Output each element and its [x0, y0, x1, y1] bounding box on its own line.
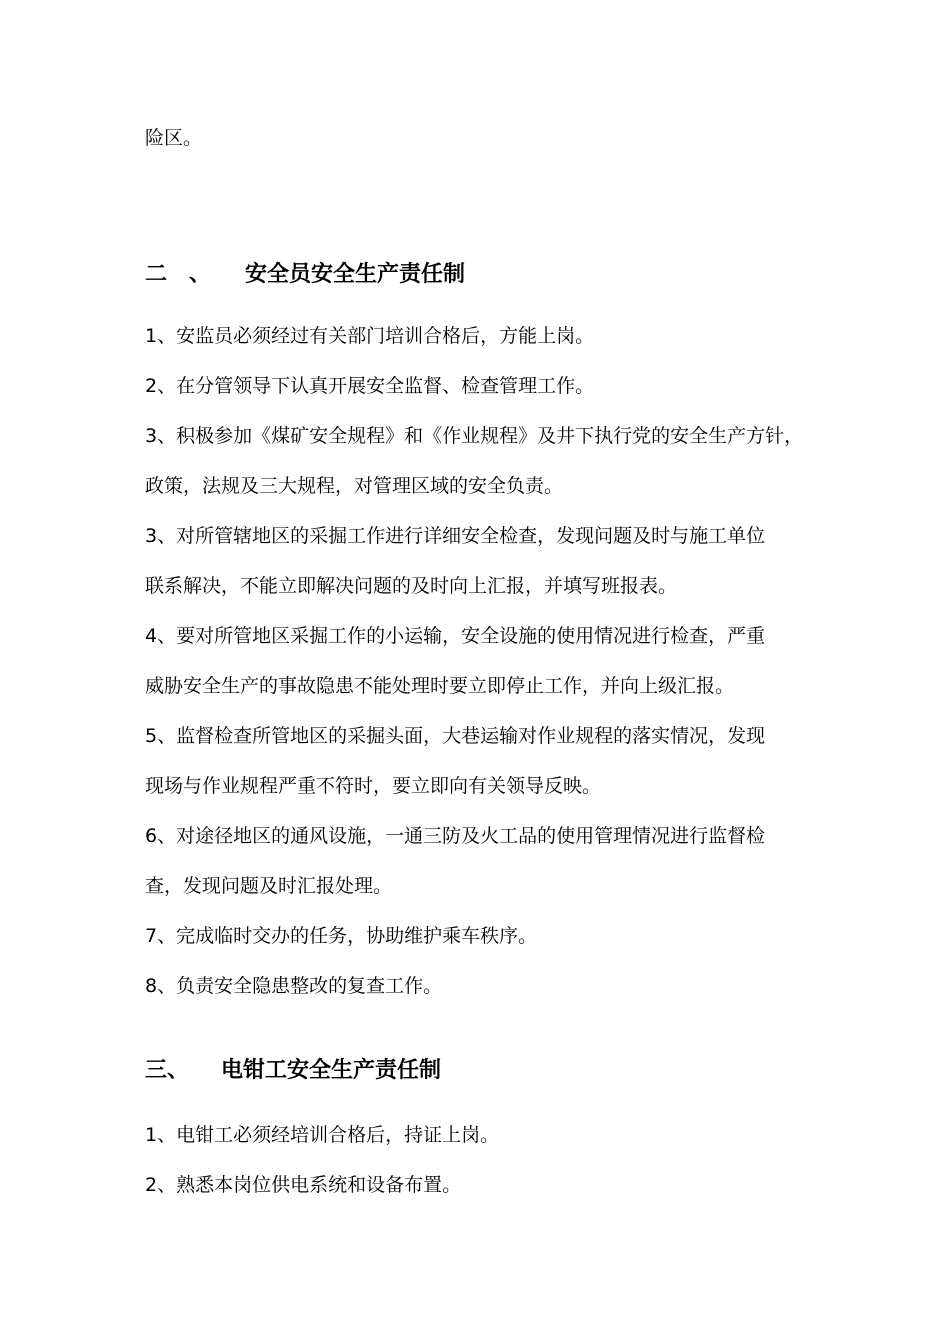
section-title: 安全员安全生产责任制: [245, 262, 466, 287]
paragraph-line: 7、完成临时交办的任务，协助维护乘车秩序。: [145, 925, 538, 947]
continuation-text: 险区。: [145, 127, 203, 149]
section-title: 电钳工安全生产责任制: [221, 1058, 442, 1083]
paragraph-line: 2、在分管领导下认真开展安全监督、检查管理工作。: [145, 375, 595, 397]
paragraph-line: 查，发现问题及时汇报处理。: [145, 875, 393, 897]
paragraph-line: 5、监督检查所管地区的采掘头面，大巷运输对作业规程的落实情况，发现: [145, 725, 766, 747]
paragraph-line: 现场与作业规程严重不符时，要立即向有关领导反映。: [145, 775, 602, 797]
paragraph-line: 1、电钳工必须经培训合格后，持证上岗。: [145, 1124, 500, 1146]
paragraph-line: 2、熟悉本岗位供电系统和设备布置。: [145, 1174, 462, 1196]
paragraph-line: 3、对所管辖地区的采掘工作进行详细安全检查，发现问题及时与施工单位: [145, 525, 766, 547]
section-heading-3: [145, 1057, 441, 1085]
paragraph-line: 3、积极参加《煤矿安全规程》和《作业规程》及井下执行党的安全生产方针，: [145, 425, 804, 447]
paragraph-line: 联系解决，不能立即解决问题的及时向上汇报，并填写班报表。: [145, 575, 678, 597]
section-heading-2: [145, 261, 465, 289]
paragraph-line: 1、安监员必须经过有关部门培训合格后，方能上岗。: [145, 325, 595, 347]
paragraph-line: 8、负责安全隐患整改的复查工作。: [145, 975, 443, 997]
section-number: 二 、: [145, 262, 212, 287]
section-number: 三、: [145, 1058, 190, 1083]
paragraph-line: 6、对途径地区的通风设施，一通三防及火工品的使用管理情况进行监督检: [145, 825, 766, 847]
paragraph-line: 威胁安全生产的事故隐患不能处理时要立即停止工作，并向上级汇报。: [145, 675, 735, 697]
paragraph-line: 政策，法规及三大规程，对管理区域的安全负责。: [145, 475, 564, 497]
paragraph-line: 4、要对所管地区采掘工作的小运输，安全设施的使用情况进行检查，严重: [145, 625, 766, 647]
